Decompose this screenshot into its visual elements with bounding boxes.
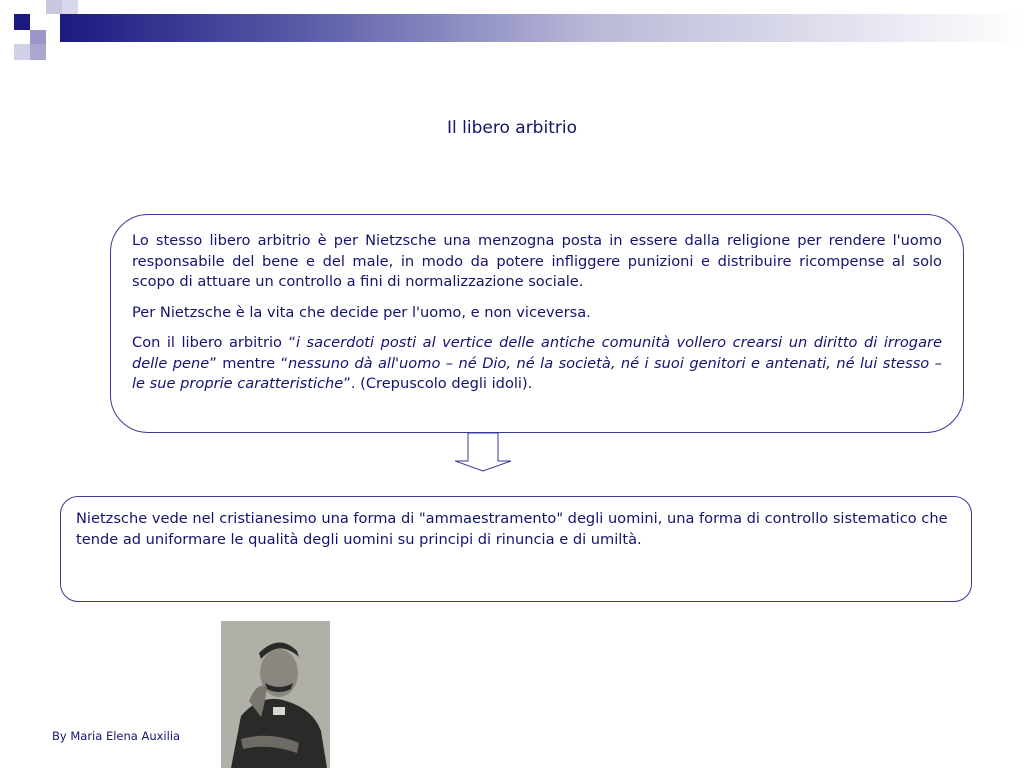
cristianesimo-box <box>60 496 972 602</box>
quote-sacerdoti: i sacerdoti posti al vertice delle antiche comunità vollero crearsi un diritto di irrogare delle pene <box>132 334 942 372</box>
text-segment: ” mentre “ <box>209 354 289 372</box>
text-segment: ”. (Crepuscolo degli idoli). <box>343 375 533 392</box>
author-credit: By Maria Elena Auxilia <box>52 729 181 743</box>
header-square-dark <box>14 14 30 30</box>
text-segment: Con il libero arbitrio “ <box>132 334 296 351</box>
portrait-drawing <box>221 621 330 768</box>
paragraph-menzogna: Lo stesso libero arbitrio è per Nietzsche una menzogna posta in essere dalla religione per rendere l'uomo responsabile del bene e del male, in modo da potere infliggere punizioni e distribuire ricompense al solo scopo di attuare un controllo a fini di normalizzazione sociale. <box>132 232 942 290</box>
paragraph-ammaestramento: Nietzsche vede nel cristianesimo una forma di "ammaestramento" degli uomini, una forma di controllo sistematico che tende ad uniformare le qualità degli uomini su principi di rinuncia e di umiltà. <box>76 510 948 548</box>
header-square-mid <box>30 44 46 60</box>
header-gradient-bar <box>60 14 1024 42</box>
quote-nessuno: nessuno dà all'uomo – né Dio, né la società, né i suoi genitori e antenati, né lui stesso – le sue proprie caratteristiche <box>132 354 942 392</box>
paragraph-vita: Per Nietzsche è la vita che decide per l'uomo, e non viceversa. <box>132 303 591 321</box>
paragraph-crepuscolo <box>132 333 942 395</box>
header-square-light <box>46 0 62 14</box>
slide-title: Il libero arbitrio <box>447 118 577 138</box>
down-arrow-icon <box>455 433 513 473</box>
libero-arbitrio-box <box>110 214 964 433</box>
nietzsche-portrait-image <box>221 621 330 768</box>
header-square-mid <box>30 30 46 44</box>
header-square-light <box>62 0 78 14</box>
header-square-light <box>14 44 30 60</box>
